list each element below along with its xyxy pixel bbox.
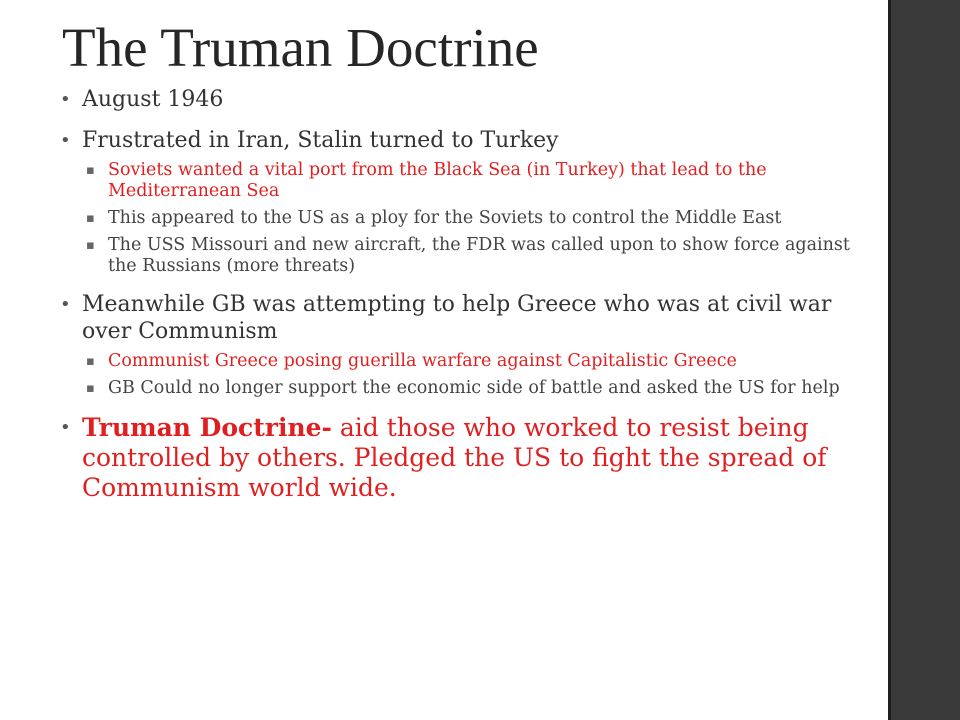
sub-bullet-icon: ▪: [86, 211, 95, 226]
sub-bullet-icon: ▪: [86, 381, 95, 396]
bullet-dot-icon: •: [60, 89, 71, 110]
sub-bullet-text: Communist Greece posing guerilla warfare against Capitalistic Greece: [108, 351, 737, 371]
sidebar-edge: [888, 0, 891, 720]
slide-title: The Truman Doctrine: [62, 17, 539, 78]
sub-bullet: [60, 351, 860, 372]
bullet-turkey: [60, 127, 860, 154]
sub-bullet-icon: ▪: [86, 163, 95, 178]
sub-bullet: [60, 160, 860, 202]
sub-bullet-text: The USS Missouri and new aircraft, the FDR was called upon to show force against the Russians (more threats): [108, 235, 850, 276]
sub-bullet-icon: ▪: [86, 354, 95, 369]
sub-bullet-text: Soviets wanted a vital port from the Black Sea (in Turkey) that lead to the Mediterranean Sea: [108, 160, 767, 201]
bullet-text: Meanwhile GB was attempting to help Greece who was at civil war over Communism: [82, 292, 832, 344]
bullet-text: Frustrated in Iran, Stalin turned to Turkey: [82, 128, 559, 153]
sidebar-bar: [888, 0, 960, 720]
bullet-dot-icon: •: [60, 130, 71, 151]
slide-content: [60, 86, 860, 503]
definition-text: aid those who worked to resist being controlled by others. Pledged the US to fight the spread of Communism world wide.: [82, 413, 827, 502]
bullet-truman-doctrine: [60, 413, 860, 503]
sub-bullet-text: GB Could no longer support the economic side of battle and asked the US for help: [108, 378, 840, 398]
bullet-dot-icon: •: [60, 294, 71, 315]
bullet-date: [60, 86, 860, 113]
bullet-text: August 1946: [82, 87, 224, 112]
sub-bullet-text: This appeared to the US as a ploy for the Soviets to control the Middle East: [108, 208, 782, 228]
term-bold: Truman Doctrine-: [82, 413, 332, 442]
sub-bullet-icon: ▪: [86, 238, 95, 253]
bullet-dot-icon: •: [60, 417, 71, 438]
sub-bullet: [60, 208, 860, 229]
sub-bullet: [60, 235, 860, 277]
sub-bullet: [60, 378, 860, 399]
bullet-greece: [60, 291, 860, 345]
